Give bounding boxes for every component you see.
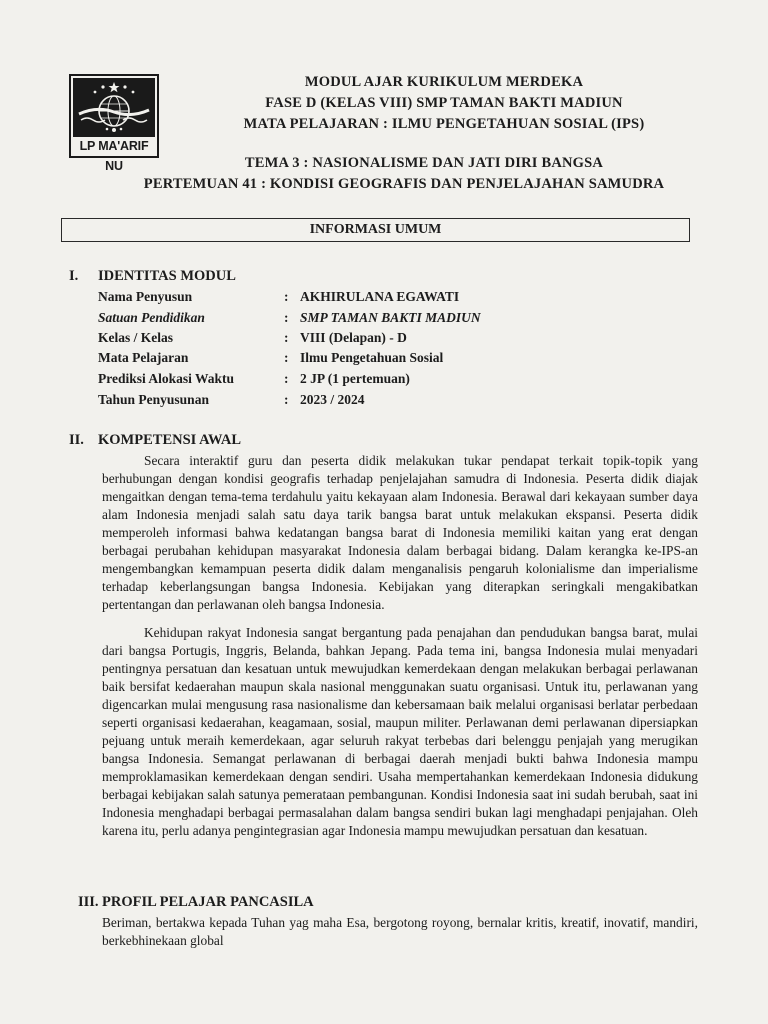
section-heading: KOMPETENSI AWAL xyxy=(98,432,242,448)
section-identitas-modul xyxy=(69,268,236,285)
pancasila-profile-text: Beriman, bertakwa kepada Tuhan yag maha Esa, bergotong royong, bernalar kritis, kreatif, inovatif, mandiri, berkebhinekaan global xyxy=(102,915,698,948)
section-number: I. xyxy=(69,268,79,284)
identity-colon: : xyxy=(284,330,289,345)
identity-colon: : xyxy=(284,310,289,325)
paragraph-text: Kehidupan rakyat Indonesia sangat bergantung pada penajahan dan pendudukan bangsa barat, mulai dari bangsa Portugis, Inggris, Belanda, bahkan Jepang. Pada tema ini, bangsa Indonesia mulai menyadari pentingnya persatuan dan kesatuan untuk mewujudkan kemerdekaan dengan melakukan berbagai perlawanan baik bersifat kedaerahan maupun skala nasional menggunakan suatu organisasi. Untuk itu, perlawanan yang digencarkan mulai mengusung rasa nasionalisme dan kebersamaan baik melalui organisasi berlatar perbedaan seperti organisasi kedaerahan, keagamaan, sosial, maupun militer. Perlawanan demi perlawanan dipersiapkan pejuang untuk meraih kemerdekaan, agar seluruh rakyat terbebas dari belenggu penjajah yang merugikan bangsa Indonesia. Semangat perlawanan di berbagai daerah menjadi bukti bahwa Indonesia mampu memproklamasikan kemerdekaan dengan sendiri. Usaha mempertahankan kemerdekaan Indonesia didukung berbagai kebijakan salah satunya pemerataan pembangunan. Kondisi Indonesia saat ini sudah berubah, saat ini Indonesia menghadapi berbagai permasalahan dalam bangsa sendiri bukan lagi menghadapi penjajahan. Oleh karena itu, perlu adanya pengintegrasian agar Indonesia mampu mewujudkan persatuan dan kesatuan. xyxy=(102,625,698,838)
identity-label: Satuan Pendidikan xyxy=(98,310,205,325)
identity-colon: : xyxy=(284,289,289,304)
competency-paragraph-1 xyxy=(102,452,698,614)
section-number: III. xyxy=(78,894,99,910)
module-title: MODUL AJAR KURIKULUM MERDEKA xyxy=(304,74,584,90)
identity-value: 2023 / 2024 xyxy=(300,392,365,407)
identity-row xyxy=(98,371,658,391)
identity-colon: : xyxy=(284,392,289,407)
identity-value: AKHIRULANA EGAWATI xyxy=(300,289,460,304)
identity-value: VIII (Delapan) - D xyxy=(300,330,407,345)
section-profil-pelajar-pancasila xyxy=(78,894,314,911)
competency-paragraph-2 xyxy=(102,624,698,840)
phase-class-title: FASE D (KELAS VIII) SMP TAMAN BAKTI MADIUN xyxy=(265,95,623,111)
identity-value: Ilmu Pengetahuan Sosial xyxy=(300,350,444,365)
theme-title: TEMA 3 : NASIONALISME DAN JATI DIRI BANGSA xyxy=(244,155,604,171)
identity-row xyxy=(98,350,658,370)
identity-label: Prediksi Alokasi Waktu xyxy=(98,371,235,386)
nu-globe-emblem-icon xyxy=(73,78,155,137)
identity-value: 2 JP (1 pertemuan) xyxy=(300,371,410,386)
identity-row xyxy=(98,330,658,350)
identity-colon: : xyxy=(284,350,289,365)
section-number: II. xyxy=(69,432,84,448)
general-info-box: INFORMASI UMUM xyxy=(61,218,690,242)
identity-row xyxy=(98,289,658,309)
identity-row xyxy=(98,392,658,412)
identity-row xyxy=(98,310,658,330)
section-heading: PROFIL PELAJAR PANCASILA xyxy=(102,894,314,910)
identity-colon: : xyxy=(284,371,289,386)
section-kompetensi-awal xyxy=(69,432,241,449)
subject-title: MATA PELAJARAN : ILMU PENGETAHUAN SOSIAL (IPS) xyxy=(243,116,645,132)
lp-maarif-nu-logo xyxy=(69,74,159,173)
identity-label: Nama Penyusun xyxy=(98,289,193,304)
identity-label: Kelas / Kelas xyxy=(98,330,173,345)
identity-label: Mata Pelajaran xyxy=(98,350,189,365)
section-heading: IDENTITAS MODUL xyxy=(98,268,236,284)
identity-value: SMP TAMAN BAKTI MADIUN xyxy=(300,310,481,325)
meeting-title: PERTEMUAN 41 : KONDISI GEOGRAFIS DAN PENJELAJAHAN SAMUDRA xyxy=(143,176,665,192)
logo-text: LP MA'ARIF NU xyxy=(79,139,149,173)
identity-label: Tahun Penyusunan xyxy=(98,392,209,407)
paragraph-text: Secara interaktif guru dan peserta didik melakukan tukar pendapat terkait topik-topik yang berhubungan dengan kondisi geografis terhadap penjelajahan samudra di Indonesia. Peserta didik diajak mengaitkan dengan tema-tema terdahulu yaitu kekayaan alam Indonesia. Berawal dari kekayaan sumber daya alam Indonesia menjadi salah satu daya tarik bangsa barat untuk melakukan ekspansi. Peserta didik memperoleh informasi bahwa kedatangan bangsa barat di Indonesia memiliki kaitan yang erat dengan berbagai perubahan kehidupan masyarakat Indonesia dalam berbagai bidang. Dalam kerangka ke-IPS-an mengembangkan kemampuan peserta didik dalam menganalisis pengaruh kolonialisme dan imperialisme terhadap keberlangsungan bangsa Indonesia. Kebijakan yang diterapkan seringkali mengakibatkan pertentangan dan perlawanan oleh bangsa Indonesia. xyxy=(102,453,698,612)
